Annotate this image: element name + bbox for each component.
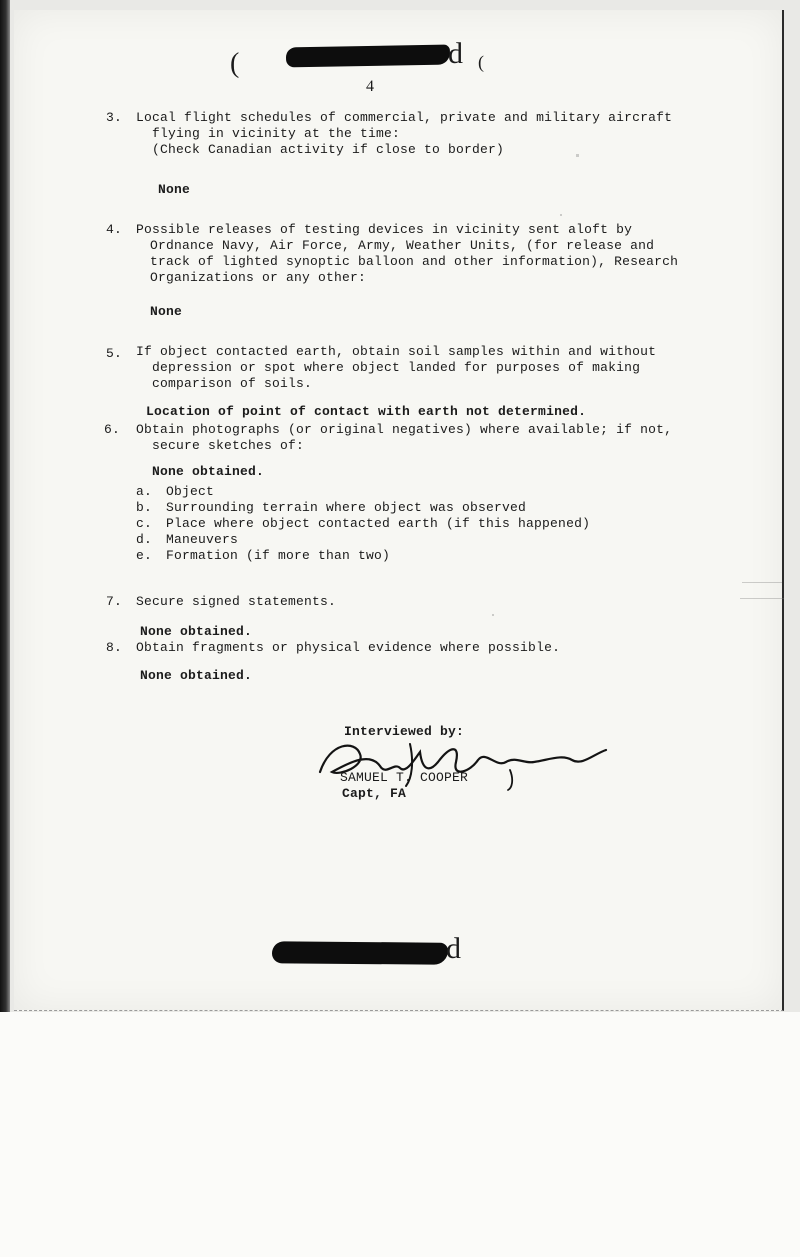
footer-classification-text: d — [446, 932, 461, 965]
item-response: None obtained. — [140, 668, 253, 683]
header-mark-right: ( — [478, 52, 484, 72]
item-line: Secure signed statements. — [136, 594, 337, 609]
item-line: Ordnance Navy, Air Force, Army, Weather Units, (for release and — [150, 238, 655, 253]
subitem-text: Formation (if more than two) — [166, 548, 391, 563]
subitem-letter: a. — [136, 484, 153, 499]
subitem-text: Surrounding terrain where object was observed — [166, 500, 527, 515]
item-line: flying in vicinity at the time: — [152, 126, 401, 141]
redaction-bar — [272, 941, 448, 965]
scan-speck — [742, 582, 782, 583]
subitem-text: Object — [166, 484, 215, 499]
footer-classification-stamp — [268, 932, 468, 966]
item-number: 7. — [106, 594, 123, 609]
item-number: 4. — [106, 222, 123, 237]
header-classification-stamp — [280, 38, 480, 70]
item-line: Possible releases of testing devices in vicinity sent aloft by — [136, 222, 633, 237]
item-response: Location of point of contact with earth not determined. — [146, 404, 587, 419]
scan-speck — [576, 154, 579, 157]
item-line: (Check Canadian activity if close to border) — [152, 142, 505, 157]
scan-background — [0, 1012, 800, 1257]
subitem-letter: d. — [136, 532, 153, 547]
scan-speck — [740, 598, 784, 599]
item-line: Local flight schedules of commercial, private and military aircraft — [136, 110, 673, 125]
item-line: Obtain fragments or physical evidence where possible. — [136, 640, 561, 655]
signer-rank: Capt, FA — [342, 786, 407, 801]
item-response: None obtained. — [152, 464, 265, 479]
page-number: 4 — [366, 78, 374, 95]
redaction-bar — [286, 45, 450, 68]
item-line: track of lighted synoptic balloon and other information), Research — [150, 254, 679, 269]
item-response: None — [150, 304, 183, 319]
signer-name: SAMUEL T. COOPER — [340, 770, 469, 785]
item-number: 3. — [106, 110, 123, 125]
item-line: Organizations or any other: — [150, 270, 367, 285]
item-number: 6. — [104, 422, 121, 437]
subitem-text: Maneuvers — [166, 532, 239, 547]
scan-speck — [560, 214, 562, 216]
item-response: None obtained. — [140, 624, 253, 639]
item-response: None — [158, 182, 191, 197]
item-line: Obtain photographs (or original negatives) where available; if not, — [136, 422, 673, 437]
subitem-letter: b. — [136, 500, 153, 515]
header-classification-text: d — [448, 37, 463, 70]
item-line: If object contacted earth, obtain soil samples within and without — [136, 344, 657, 359]
item-line: comparison of soils. — [152, 376, 313, 391]
scan-speck — [492, 614, 494, 616]
subitem-letter: c. — [136, 516, 153, 531]
item-line: secure sketches of: — [152, 438, 305, 453]
subitem-text: Place where object contacted earth (if this happened) — [166, 516, 591, 531]
item-number: 8. — [106, 640, 123, 655]
subitem-letter: e. — [136, 548, 153, 563]
item-number: 5. — [106, 346, 123, 361]
interviewed-by-label: Interviewed by: — [344, 724, 465, 739]
header-mark-left: ( — [230, 48, 240, 79]
item-line: depression or spot where object landed for purposes of making — [152, 360, 641, 375]
